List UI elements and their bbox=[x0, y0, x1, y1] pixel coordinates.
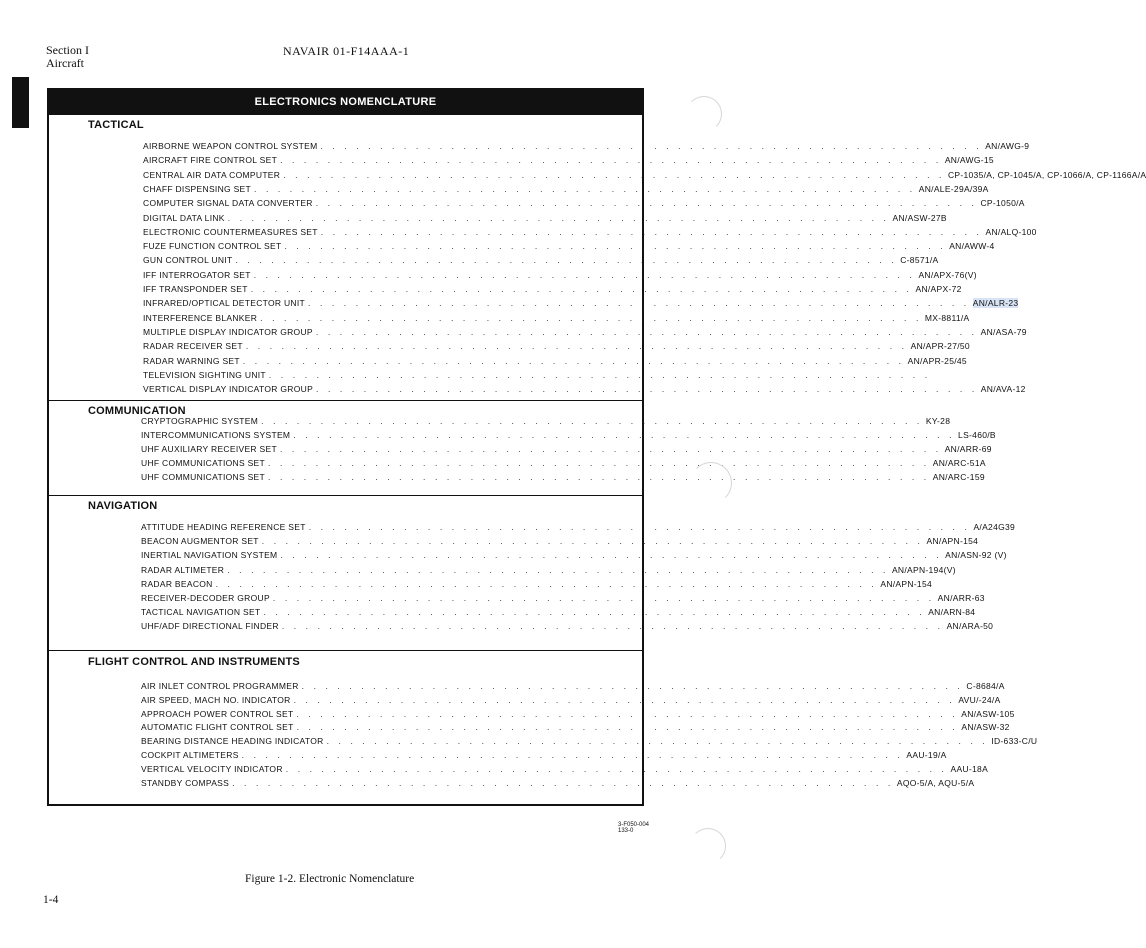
punch-hole-mark bbox=[686, 96, 722, 132]
figure-id-line1: 3-F050-004 bbox=[618, 822, 650, 828]
item-name: CHAFF DISPENSING SET bbox=[143, 183, 252, 194]
item-name: VERTICAL VELOCITY INDICATOR bbox=[141, 763, 283, 774]
section-title: COMMUNICATION bbox=[88, 405, 186, 417]
leader-dots: . . . . . . . . . . . . . . . . . . . . . . . . . . . . . . . . . . . . . . . . . . . . . . . . . . . . . . . . bbox=[242, 355, 905, 366]
item-code: CP-1035/A, CP-1045/A, CP-1066/A, CP-1166A/A bbox=[947, 169, 1146, 180]
item-code: AN/APN-154 bbox=[926, 536, 979, 547]
item-name: INFRARED/OPTICAL DETECTOR UNIT bbox=[143, 298, 306, 309]
item-name: COCKPIT ALTIMETERS bbox=[141, 750, 239, 760]
item-code: AN/AWG-9 bbox=[985, 141, 1030, 151]
item-code: AN/APN-154 bbox=[880, 578, 933, 589]
item-code: AN/AWG-15 bbox=[944, 155, 994, 166]
item-code: AN/ARN-84 bbox=[928, 607, 976, 618]
item-code: AN/ASA-79 bbox=[980, 326, 1027, 337]
leader-dots: . . . . . . . . . . . . . . . . . . . . . . . . . . . . . . . . . . . . . . . . . . . . . . . . . . . . . . . . bbox=[232, 777, 894, 788]
item-name: INERTIAL NAVIGATION SYSTEM bbox=[141, 550, 278, 561]
leader-dots: . . . . . . . . . . . . . . . . . . . . . . . . . . . . . . . . . . . . . . . . . . . . . . . . . . . . . . . . bbox=[254, 183, 916, 194]
table-row bbox=[141, 458, 986, 468]
table-row bbox=[143, 369, 931, 380]
section-title: FLIGHT CONTROL AND INSTRUMENTS bbox=[88, 656, 300, 668]
table-row bbox=[141, 550, 1007, 561]
table-title: ELECTRONICS NOMENCLATURE bbox=[49, 90, 642, 115]
leader-dots: . . . . . . . . . . . . . . . . . . . . . . . . . . . . . . . . . . . . . . . . . . . . . . . . . . . . . . . . bbox=[280, 550, 943, 561]
item-name: FUZE FUNCTION CONTROL SET bbox=[143, 241, 282, 252]
table-row bbox=[141, 708, 1015, 719]
leader-dots: . . . . . . . . . . . . . . . . . . . . . . . . . . . . . . . . . . . . . . . . . . . . . . . . . . . . . . . . bbox=[308, 522, 971, 532]
item-name: RADAR RECEIVER SET bbox=[143, 341, 243, 352]
table-row bbox=[141, 607, 976, 618]
item-name: IFF INTERROGATOR SET bbox=[143, 269, 251, 280]
item-name: STANDBY COMPASS bbox=[141, 777, 230, 788]
item-code: AN/ARR-69 bbox=[944, 444, 992, 454]
table-row bbox=[143, 226, 1037, 237]
leader-dots: . . . . . . . . . . . . . . . . . . . . . . . . . . . . . . . . . . . . . . . . . . . . . . . . . . . . . . . . bbox=[215, 578, 878, 589]
figure-id bbox=[618, 822, 649, 834]
change-bar bbox=[12, 77, 29, 128]
leader-dots: . . . . . . . . . . . . . . . . . . . . . . . . . . . . . . . . . . . . . . . . . . . . . . . . . . . . . . . . bbox=[245, 341, 908, 352]
punch-hole-mark bbox=[690, 828, 726, 864]
item-code: AN/ASW-27B bbox=[892, 212, 947, 223]
item-code: AN/ASW-105 bbox=[961, 708, 1015, 719]
section-tactical bbox=[49, 115, 1146, 400]
item-code: AN/ARA-50 bbox=[946, 621, 994, 632]
item-code: AN/AVA-12 bbox=[980, 384, 1026, 395]
table-row bbox=[141, 536, 979, 547]
table-row bbox=[143, 312, 970, 323]
section-flight-control bbox=[49, 650, 1038, 805]
item-name: MULTIPLE DISPLAY INDICATOR GROUP bbox=[143, 326, 313, 337]
item-code: C-8571/A bbox=[900, 255, 939, 266]
leader-dots: . . . . . . . . . . . . . . . . . . . . . . . . . . . . . . . . . . . . . . . . . . . . . . . . . . . . . . . . bbox=[308, 298, 970, 309]
leader-dots: . . . . . . . . . . . . . . . . . . . . . . . . . . . . . . . . . . . . . . . . . . . . . . . . . . . . . . . . bbox=[235, 255, 898, 266]
leader-dots: . . . . . . . . . . . . . . . . . . . . . . . . . . . . . . . . . . . . . . . . . . . . . . . . . . . . . . . . bbox=[279, 444, 942, 454]
leader-dots: . . . . . . . . . . . . . . . . . . . . . . . . . . . . . . . . . . . . . . . . . . . . . . . . . . . . . . . . bbox=[301, 681, 964, 691]
item-name: TELEVISION SIGHTING UNIT bbox=[143, 369, 266, 380]
item-code: AN/APR-25/45 bbox=[907, 355, 967, 366]
table-row bbox=[141, 578, 933, 589]
table-row bbox=[143, 241, 995, 252]
item-code: AN/ASN-92 (V) bbox=[945, 550, 1007, 561]
leader-dots: . . . . . . . . . . . . . . . . . . . . . . . . . . . . . . . . . . . . . . . . . . . . . . . . . . . . . . . . bbox=[263, 607, 926, 618]
section-communication bbox=[49, 400, 996, 496]
figure-caption: Figure 1-2. Electronic Nomenclature bbox=[245, 873, 415, 885]
leader-dots: . . . . . . . . . . . . . . . . . . . . . . . . . . . . . . . . . . . . . . . . . . . . . . . . . . . . . . . . bbox=[260, 312, 922, 323]
leader-dots: . . . . . . . . . . . . . . . . . . . . . . . . . . . . . . . . . . . . . . . . . . . . . . . . . . . . . . . . bbox=[281, 621, 944, 632]
item-name: ATTITUDE HEADING REFERENCE SET bbox=[141, 522, 306, 532]
section-title: TACTICAL bbox=[88, 119, 144, 131]
leader-dots: . . . . . . . . . . . . . . . . . . . . . . . . . . . . . . . . . . . . . . . . . . . . . . . . . . . . . . . . bbox=[261, 416, 923, 426]
item-name: RADAR WARNING SET bbox=[143, 355, 240, 366]
item-name: INTERFERENCE BLANKER bbox=[143, 312, 258, 323]
table-row bbox=[141, 564, 956, 575]
item-code: AN/AWW-4 bbox=[949, 241, 995, 252]
table-row bbox=[141, 593, 985, 603]
item-code: AN/APX-76(V) bbox=[918, 269, 977, 280]
item-name: AUTOMATIC FLIGHT CONTROL SET bbox=[141, 722, 294, 733]
table-row bbox=[143, 384, 1026, 395]
leader-dots: . . . . . . . . . . . . . . . . . . . . . . . . . . . . . . . . . . . . . . . . . . . . . . . . . . . . . . . . bbox=[315, 198, 978, 209]
table-row bbox=[143, 212, 947, 223]
leader-dots: . . . . . . . . . . . . . . . . . . . . . . . . . . . . . . . . . . . . . . . . . . . . . . . . . . . . . . . . bbox=[296, 722, 959, 733]
leader-dots: . . . . . . . . . . . . . . . . . . . . . . . . . . . . . . . . . . . . . . . . . . . . . . . . . . . . . . . . bbox=[268, 472, 930, 482]
item-name: DIGITAL DATA LINK bbox=[143, 212, 225, 223]
leader-dots: . . . . . . . . . . . . . . . . . . . . . . . . . . . . . . . . . . . . . . . . . . . . . . . . . . . . . . . . bbox=[261, 536, 924, 547]
item-name: INTERCOMMUNICATIONS SYSTEM bbox=[141, 430, 291, 440]
leader-dots: . . . . . . . . . . . . . . . . . . . . . . . . . . . . . . . . . . . . . . . . . . . . . . . . . . . . . . . . bbox=[320, 141, 983, 151]
table-row bbox=[143, 169, 1146, 180]
item-name: UHF COMMUNICATIONS SET bbox=[141, 458, 266, 468]
leader-dots: . . . . . . . . . . . . . . . . . . . . . . . . . . . . . . . . . . . . . . . . . . . . . . . . . . . . . . . . bbox=[284, 241, 947, 252]
leader-dots: . . . . . . . . . . . . . . . . . . . . . . . . . . . . . . . . . . . . . . . . . . . . . . . . . . . . . . . . bbox=[250, 284, 913, 294]
item-code: CP-1050/A bbox=[980, 198, 1025, 209]
item-name: AIRBORNE WEAPON CONTROL SYSTEM bbox=[143, 141, 318, 151]
table-row bbox=[143, 326, 1027, 337]
item-code: LS-460/B bbox=[958, 430, 996, 440]
item-code: AN/APX-72 bbox=[915, 284, 962, 294]
item-name: UHF COMMUNICATIONS SET bbox=[141, 472, 266, 482]
table-row bbox=[143, 355, 967, 366]
leader-dots: . . . . . . . . . . . . . . . . . . . . . . . . . . . . . . . . . . . . . . . . . . . . . . . . . . . . . . . . bbox=[227, 564, 889, 575]
item-name: BEACON AUGMENTOR SET bbox=[141, 536, 259, 547]
table-row bbox=[141, 763, 989, 774]
item-name: AIRCRAFT FIRE CONTROL SET bbox=[143, 155, 278, 166]
item-code: AN/APN-194(V) bbox=[891, 564, 956, 575]
item-code: AAU-18A bbox=[950, 763, 989, 774]
table-row bbox=[141, 430, 996, 440]
item-name: UHF AUXILIARY RECEIVER SET bbox=[141, 444, 277, 454]
table-row bbox=[143, 269, 977, 280]
leader-dots: . . . . . . . . . . . . . . . . . . . . . . . . . . . . . . . . . . . . . . . . . . . . . . . . . . . . . . . . bbox=[320, 226, 983, 237]
leader-dots: . . . . . . . . . . . . . . . . . . . . . . . . . . . . . . . . . . . . . . . . . . . . . . . . . . . . . . . . bbox=[227, 212, 890, 223]
table-row bbox=[141, 777, 975, 788]
item-name: BEARING DISTANCE HEADING INDICATOR bbox=[141, 736, 324, 747]
table-row bbox=[141, 416, 951, 426]
leader-dots: . . . . . . . . . . . . . . . . . . . . . . . . . . . . . . . . . . . . . . . . . . . . . . . . . . . . . . . . bbox=[241, 750, 904, 760]
table-row bbox=[141, 694, 1001, 705]
item-code: AN/ARC-159 bbox=[932, 472, 985, 482]
item-code: AVU/-24/A bbox=[958, 694, 1001, 705]
page-number: 1-4 bbox=[43, 894, 59, 906]
table-row bbox=[141, 621, 994, 632]
item-name: AIR SPEED, MACH NO. INDICATOR bbox=[141, 694, 291, 705]
item-code: AN/ARR-63 bbox=[937, 593, 985, 603]
item-name: AIR INLET CONTROL PROGRAMMER bbox=[141, 681, 299, 691]
item-code: KY-28 bbox=[925, 416, 951, 426]
leader-dots: . . . . . . . . . . . . . . . . . . . . . . . . . . . . . . . . . . . . . . . . . . . . . . . . . . . . . . . . bbox=[268, 369, 931, 380]
item-code: MX-8811/A bbox=[924, 312, 970, 323]
leader-dots: . . . . . . . . . . . . . . . . . . . . . . . . . . . . . . . . . . . . . . . . . . . . . . . . . . . . . . . . bbox=[268, 458, 930, 468]
table-row bbox=[141, 444, 992, 454]
leader-dots: . . . . . . . . . . . . . . . . . . . . . . . . . . . . . . . . . . . . . . . . . . . . . . . . . . . . . . . . bbox=[315, 326, 978, 337]
table-row bbox=[143, 155, 994, 166]
item-code: A/A24G39 bbox=[973, 522, 1016, 532]
section-navigation bbox=[49, 495, 1016, 651]
leader-dots: . . . . . . . . . . . . . . . . . . . . . . . . . . . . . . . . . . . . . . . . . . . . . . . . . . . . . . . . bbox=[293, 694, 956, 705]
table-row bbox=[141, 736, 1038, 747]
item-code: AAU-19/A bbox=[906, 750, 947, 760]
item-name: IFF TRANSPONDER SET bbox=[143, 284, 248, 294]
leader-dots: . . . . . . . . . . . . . . . . . . . . . . . . . . . . . . . . . . . . . . . . . . . . . . . . . . . . . . . . bbox=[326, 736, 989, 747]
item-name: GUN CONTROL UNIT bbox=[143, 255, 233, 266]
leader-dots: . . . . . . . . . . . . . . . . . . . . . . . . . . . . . . . . . . . . . . . . . . . . . . . . . . . . . . . . bbox=[293, 430, 956, 440]
item-name: APPROACH POWER CONTROL SET bbox=[141, 708, 294, 719]
item-name: ELECTRONIC COUNTERMEASURES SET bbox=[143, 226, 318, 237]
item-name: RADAR ALTIMETER bbox=[141, 564, 225, 575]
item-name: COMPUTER SIGNAL DATA CONVERTER bbox=[143, 198, 313, 209]
item-name: CENTRAL AIR DATA COMPUTER bbox=[143, 169, 281, 180]
figure-id-line2: 133-0 bbox=[618, 828, 634, 834]
punch-hole-mark bbox=[690, 462, 732, 504]
item-name: VERTICAL DISPLAY INDICATOR GROUP bbox=[143, 384, 314, 395]
leader-dots: . . . . . . . . . . . . . . . . . . . . . . . . . . . . . . . . . . . . . . . . . . . . . . . . . . . . . . . . bbox=[253, 269, 916, 280]
item-code: AQO-5/A, AQU-5/A bbox=[896, 777, 975, 788]
nomenclature-table bbox=[47, 88, 1146, 806]
item-code: C-8684/A bbox=[966, 681, 1005, 691]
table-row bbox=[143, 284, 962, 294]
subsection-label: Aircraft bbox=[46, 56, 84, 70]
table-row bbox=[143, 198, 1025, 209]
item-code: AN/ALR-23 bbox=[972, 298, 1019, 309]
item-name: TACTICAL NAVIGATION SET bbox=[141, 607, 261, 618]
leader-dots: . . . . . . . . . . . . . . . . . . . . . . . . . . . . . . . . . . . . . . . . . . . . . . . . . . . . . . . . bbox=[296, 708, 959, 719]
item-name: RECEIVER-DECODER GROUP bbox=[141, 593, 270, 603]
item-code: ID-633-C/U bbox=[991, 736, 1038, 747]
item-code: AN/ASW-32 bbox=[961, 722, 1010, 733]
table-row bbox=[141, 522, 1016, 532]
table-row bbox=[143, 183, 989, 194]
item-name: UHF/ADF DIRECTIONAL FINDER bbox=[141, 621, 279, 632]
running-header-left bbox=[46, 44, 89, 70]
item-code: AN/ARC-51A bbox=[932, 458, 986, 468]
document-id: NAVAIR 01-F14AAA-1 bbox=[283, 44, 410, 58]
table-row bbox=[143, 141, 1030, 151]
table-row bbox=[141, 750, 947, 760]
leader-dots: . . . . . . . . . . . . . . . . . . . . . . . . . . . . . . . . . . . . . . . . . . . . . . . . . . . . . . . . bbox=[285, 763, 948, 774]
item-code: AN/ALE-29A/39A bbox=[918, 183, 989, 194]
table-row bbox=[141, 472, 985, 482]
table-row bbox=[141, 681, 1005, 691]
table-row bbox=[143, 298, 1019, 309]
section-title: NAVIGATION bbox=[88, 500, 158, 512]
item-name: RADAR BEACON bbox=[141, 578, 213, 589]
leader-dots: . . . . . . . . . . . . . . . . . . . . . . . . . . . . . . . . . . . . . . . . . . . . . . . . . . . . . . . . bbox=[316, 384, 978, 395]
leader-dots: . . . . . . . . . . . . . . . . . . . . . . . . . . . . . . . . . . . . . . . . . . . . . . . . . . . . . . . . bbox=[280, 155, 942, 166]
item-code: AN/APR-27/50 bbox=[910, 341, 970, 352]
leader-dots: . . . . . . . . . . . . . . . . . . . . . . . . . . . . . . . . . . . . . . . . . . . . . . . . . . . . . . . . bbox=[283, 169, 945, 180]
section-label: Section I bbox=[46, 43, 89, 57]
table-row bbox=[143, 341, 970, 352]
item-code: AN/ALQ-100 bbox=[985, 226, 1037, 237]
table-row bbox=[141, 722, 1010, 733]
leader-dots: . . . . . . . . . . . . . . . . . . . . . . . . . . . . . . . . . . . . . . . . . . . . . . . . . . . . . . . . bbox=[272, 593, 935, 603]
item-name: CRYPTOGRAPHIC SYSTEM bbox=[141, 416, 259, 426]
table-row bbox=[143, 255, 939, 266]
